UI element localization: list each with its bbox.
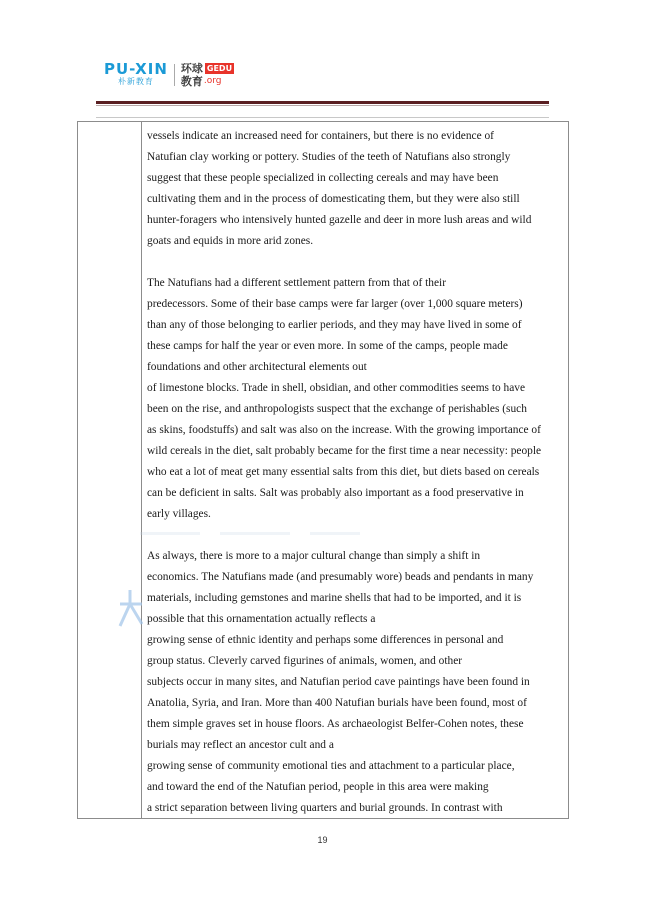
- puxin-logo: [104, 62, 168, 87]
- gedu-org-text: .org: [203, 76, 222, 86]
- text-line: and toward the end of the Natufian period, people in this area were making: [147, 781, 489, 793]
- puxin-logo-subtext: 朴新教育: [117, 77, 154, 86]
- text-line: cultivating them and in the process of domesticating them, but they were also still: [147, 193, 520, 205]
- page-number: 19: [317, 835, 328, 845]
- text-line: burials may reflect an ancestor cult and a: [147, 739, 334, 751]
- header-rule-dark: [96, 101, 549, 104]
- text-line: goats and equids in more arid zones.: [147, 235, 314, 247]
- text-line: subjects occur in many sites, and Natufian period cave paintings have been found in: [147, 676, 530, 688]
- brand-logo: [104, 62, 234, 92]
- text-line: group status. Cleverly carved figurines of animals, women, and other: [147, 655, 463, 667]
- header-rule-thin: [96, 117, 549, 118]
- text-line: been on the rise, and anthropologists suspect that the exchange of perishables (such: [147, 403, 527, 415]
- watermark-strip: [140, 530, 360, 538]
- text-line: than any of those belonging to earlier periods, and they may have lived in some of: [147, 319, 522, 331]
- table-left-column: [78, 122, 142, 818]
- text-line: early villages.: [147, 508, 211, 520]
- watermark-glyph-icon: [116, 588, 146, 628]
- paragraph-3: [147, 546, 565, 819]
- paragraph-2: [147, 273, 565, 525]
- text-line: economics. The Natufians made (and presumably wore) beads and pendants in many: [147, 571, 534, 583]
- text-line: As always, there is more to a major cultural change than simply a shift in: [147, 550, 481, 562]
- page-header: [0, 0, 645, 115]
- text-line: a strict separation between living quarters and burial grounds. In contrast with: [147, 802, 503, 814]
- gedu-logo: [181, 62, 234, 88]
- text-line: predecessors. Some of their base camps were far larger (over 1,000 square meters): [147, 298, 523, 310]
- gedu-badge: GEDU: [206, 64, 233, 73]
- text-line: vessels indicate an increased need for containers, but there is no evidence of: [147, 130, 494, 142]
- text-line: as skins, foodstuffs) and salt was also on the increase. With the growing importance of: [147, 424, 541, 436]
- text-line: growing sense of ethnic identity and perhaps some differences in personal and: [147, 634, 504, 646]
- text-line: who eat a lot of meat get many essential salts from this diet, but diets based on cereals: [147, 466, 540, 478]
- text-line: these camps for half the year or even more. In some of the camps, people made: [147, 340, 508, 352]
- text-line: Natufian clay working or pottery. Studies of the teeth of Natufians also strongly: [147, 151, 511, 163]
- text-line: hunter-foragers who intensively hunted gazelle and deer in more lush areas and wild: [147, 214, 532, 226]
- gedu-logo-text-top: 环球: [180, 62, 203, 75]
- text-line: possible that this ornamentation actually reflects a: [147, 613, 376, 625]
- text-line: Anatolia, Syria, and Iran. More than 400 Natufian burials have been found, most of: [147, 697, 527, 709]
- text-line: can be deficient in salts. Salt was probably also important as a food preservative in: [147, 487, 524, 499]
- text-line: growing sense of community emotional ties and attachment to a particular place,: [147, 760, 515, 772]
- text-line: suggest that these people specialized in collecting cereals and may have been: [147, 172, 499, 184]
- text-line: of limestone blocks. Trade in shell, obsidian, and other commodities seems to have: [147, 382, 526, 394]
- text-line: wild cereals in the diet, salt probably became for the first time a near necessity: people: [147, 445, 542, 457]
- header-rule-light: [96, 105, 549, 106]
- text-line: The Natufians had a different settlement pattern from that of their: [147, 277, 446, 289]
- gedu-logo-text-bottom: 教育: [180, 75, 203, 88]
- paragraph-1: [147, 126, 565, 252]
- puxin-logo-text: PU-XIN: [104, 60, 168, 78]
- content-table: [77, 121, 569, 819]
- text-line: materials, including gemstones and marine shells that had to be imported, and it is: [147, 592, 522, 604]
- text-line: foundations and other architectural elements out: [147, 361, 367, 373]
- text-line: them simple graves set in house floors. As archaeologist Belfer-Cohen notes, these: [147, 718, 524, 730]
- logo-divider: [174, 64, 175, 86]
- passage-text: [147, 126, 565, 840]
